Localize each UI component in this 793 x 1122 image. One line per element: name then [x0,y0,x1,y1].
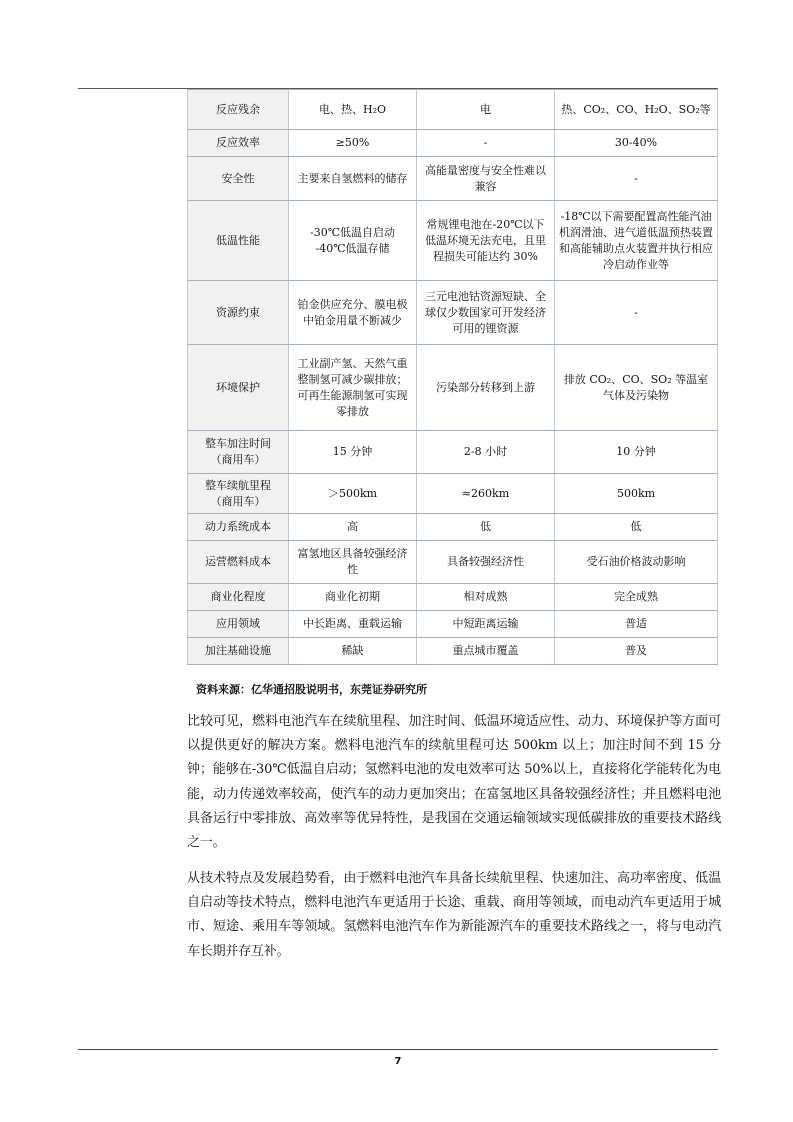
battery-ev-value: - [417,130,555,157]
battery-ev-value: 污染部分转移到上游 [417,345,555,431]
ice-vehicle-value: - [555,157,718,201]
row-label: 整车续航里程 （商用车） [188,474,289,514]
table-row [188,584,718,611]
row-label: 整车加注时间 （商用车） [188,431,289,474]
battery-ev-value: ≈260km [417,474,555,514]
battery-ev-value: 具备较强经济性 [417,541,555,584]
table-row [188,611,718,638]
row-label: 反应效率 [188,130,289,157]
fuel-cell-value: 商业化初期 [289,584,417,611]
fuel-cell-value: 富氢地区具备较强经济性 [289,541,417,584]
fuel-cell-value: 主要来自氢燃料的储存 [289,157,417,201]
battery-ev-value: 常规锂电池在-20℃以下低温环境无法充电，且里程损失可能达约 30% [417,201,555,281]
battery-ev-value: 三元电池钴资源短缺、全球仅少数国家可开发经济可用的锂资源 [417,281,555,345]
battery-ev-value: 相对成熟 [417,584,555,611]
ice-vehicle-value: 受石油价格波动影响 [555,541,718,584]
ice-vehicle-value: 热、CO₂、CO、H₂O、SO₂等 [555,90,718,130]
ice-vehicle-value: 30-40% [555,130,718,157]
ice-vehicle-value: 10 分钟 [555,431,718,474]
row-label: 商业化程度 [188,584,289,611]
battery-ev-value: 电 [417,90,555,130]
ice-vehicle-value: - [555,281,718,345]
ice-vehicle-value: 普适 [555,611,718,638]
row-label: 反应残余 [188,90,289,130]
fuel-cell-value: 电、热、H₂O [289,90,417,130]
source-note: 资料来源：亿华通招股说明书，东莞证券研究所 [196,683,427,696]
row-label: 安全性 [188,157,289,201]
table-row [188,281,718,345]
table-row [188,130,718,157]
fuel-cell-value: 工业副产氢、天然气重整制氢可减少碳排放；可再生能源制氢可实现零排放 [289,345,417,431]
battery-ev-value: 中短距离运输 [417,611,555,638]
row-label: 加注基础设施 [188,638,289,665]
table-row [188,514,718,541]
fuel-cell-value: 稀缺 [289,638,417,665]
battery-ev-value: 2-8 小时 [417,431,555,474]
paragraph-comparison-summary: 比较可见，燃料电池汽车在续航里程、加注时间、低温环境适应性、动力、环境保护等方面可以提供更好的解决方案。燃料电池汽车的续航里程可达 500km 以上；加注时间不到 15 分钟；能够在-30℃低温自启动；氢燃料电池的发电效率可达 50%以上，直接将化学能转化为电能，动力传递效率较高，使汽车的动力更加突出；在富氢地区具备较强经济性；并且燃料电池具备运行中零排放、高效率等优异特性，是我国在交通运输领域实现低碳排放的重要技术路线之一。 [187,714,721,851]
footer-rule [78,1049,718,1050]
ice-vehicle-value: 排放 CO₂、CO、SO₂ 等温室气体及污染物 [555,345,718,431]
row-label: 资源约束 [188,281,289,345]
ice-vehicle-value: 低 [555,514,718,541]
page-number: 7 [394,1056,402,1067]
row-label: 应用领域 [188,611,289,638]
ice-vehicle-value: 500km [555,474,718,514]
row-label: 低温性能 [188,201,289,281]
table-row [188,431,718,474]
fuel-cell-value: 高 [289,514,417,541]
fuel-cell-value: -30℃低温自启动 -40℃低温存储 [289,201,417,281]
paragraph-technical-outlook: 从技术特点及发展趋势看，由于燃料电池汽车具备长续航里程、快速加注、高功率密度、低温自启动等技术特点，燃料电池汽车更适用于长途、重载、商用等领域，而电动汽车更适用于城市、短途、乘用车等领域。氢燃料电池汽车作为新能源汽车的重要技术路线之一，将与电动汽车长期并存互补。 [187,871,721,959]
comparison-table-body [188,90,718,665]
battery-ev-value: 重点城市覆盖 [417,638,555,665]
table-row [188,90,718,130]
battery-ev-value: 低 [417,514,555,541]
table-row [188,157,718,201]
row-label: 运营燃料成本 [188,541,289,584]
table-row [188,474,718,514]
fuel-cell-value: ≥50% [289,130,417,157]
ice-vehicle-value: -18℃以下需要配置高性能汽油机润滑油、进气道低温预热装置和高能辅助点火装置并执行相应冷启动作业等 [555,201,718,281]
table-row [188,345,718,431]
table-row [188,638,718,665]
fuel-cell-value: 中长距离、重载运输 [289,611,417,638]
fuel-cell-value: 铂金供应充分、膜电极中铂金用量不断减少 [289,281,417,345]
table-row [188,201,718,281]
ice-vehicle-value: 完全成熟 [555,584,718,611]
row-label: 环境保护 [188,345,289,431]
battery-ev-value: 高能量密度与安全性难以兼容 [417,157,555,201]
comparison-table [187,89,718,665]
fuel-cell-value: ＞500km [289,474,417,514]
fuel-cell-value: 15 分钟 [289,431,417,474]
table-row [188,541,718,584]
row-label: 动力系统成本 [188,514,289,541]
ice-vehicle-value: 普及 [555,638,718,665]
